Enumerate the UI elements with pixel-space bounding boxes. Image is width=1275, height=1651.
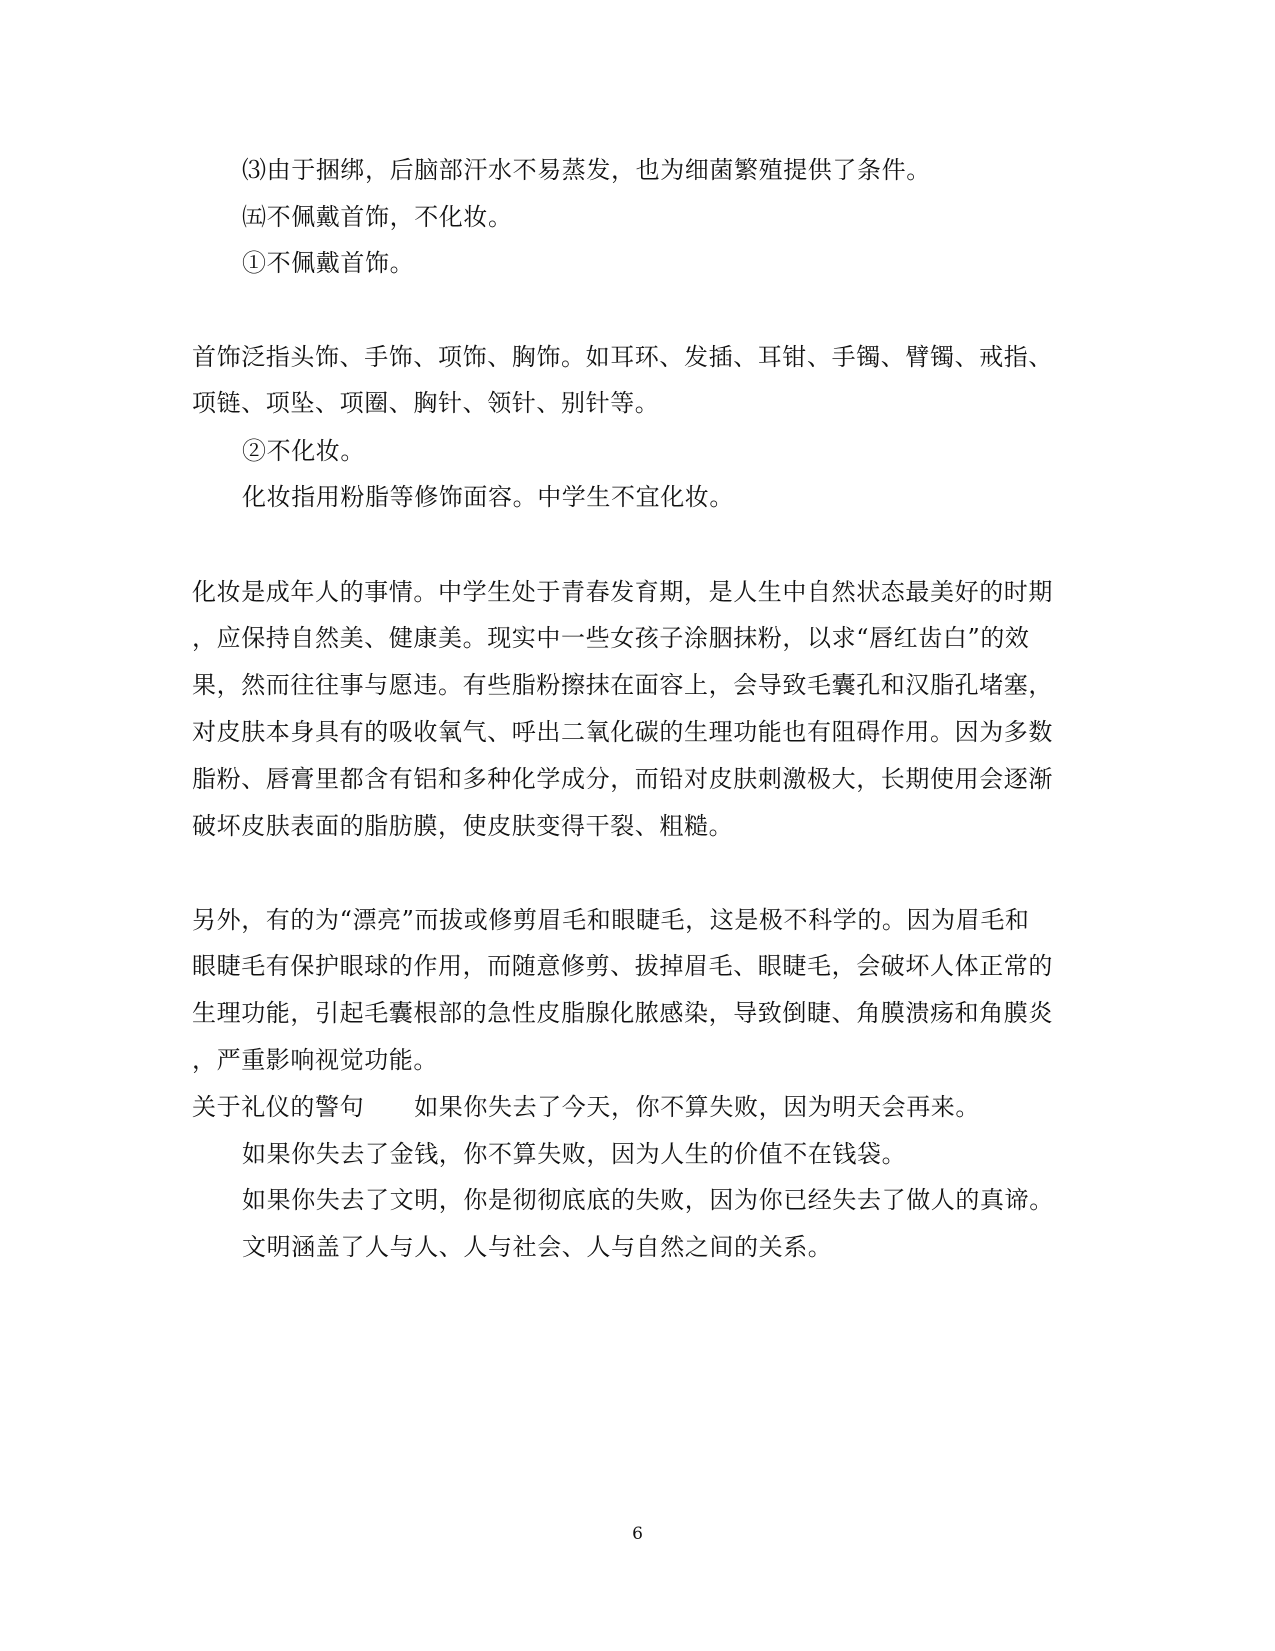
quote-line: 文明涵盖了人与人、人与社会、人与自然之间的关系。 <box>242 1233 833 1261</box>
quote-line: 如果你失去了文明，你是彻彻底底的失败，因为你已经失去了做人的真谛。 <box>242 1186 1054 1214</box>
paragraph-line: 眼睫毛有保护眼球的作用，而随意修剪、拔掉眉毛、眼睫毛，会破坏人体正常的 <box>192 952 1053 980</box>
paragraph-line: 化妆是成年人的事情。中学生处于青春发育期，是人生中自然状态最美好的时期 <box>192 578 1053 606</box>
subsection-heading: ①不佩戴首饰。 <box>242 249 415 277</box>
paragraph-line: ⑶由于捆绑，后脑部汗水不易蒸发，也为细菌繁殖提供了条件。 <box>242 156 931 184</box>
paragraph-line: 脂粉、唇膏里都含有铝和多种化学成分，而铅对皮肤刺激极大，长期使用会逐渐 <box>192 765 1053 793</box>
paragraph-line: 对皮肤本身具有的吸收氧气、呼出二氧化碳的生理功能也有阻碍作用。因为多数 <box>192 718 1053 746</box>
paragraph-line: 果，然而往往事与愿违。有些脂粉擦抹在面容上，会导致毛囊孔和汉脂孔堵塞， <box>192 671 1053 699</box>
quotes-heading: 关于礼仪的警句 <box>192 1093 365 1121</box>
subsection-heading: ②不化妆。 <box>242 437 365 465</box>
quotes-line <box>192 1093 980 1121</box>
paragraph-line: 生理功能，引起毛囊根部的急性皮脂腺化脓感染，导致倒睫、角膜溃疡和角膜炎 <box>192 999 1053 1027</box>
paragraph-line: ，应保持自然美、健康美。现实中一些女孩子涂胭抹粉，以求“唇红齿白”的效 <box>192 624 1030 652</box>
section-heading: ㈤不佩戴首饰，不化妆。 <box>242 203 513 231</box>
quote-line: 如果你失去了今天，你不算失败，因为明天会再来。 <box>414 1093 981 1121</box>
paragraph-line: 破坏皮肤表面的脂肪膜，使皮肤变得干裂、粗糙。 <box>192 812 734 840</box>
paragraph-line: 首饰泛指头饰、手饰、项饰、胸饰。如耳环、发插、耳钳、手镯、臂镯、戒指、 <box>192 343 1053 371</box>
page-number: 6 <box>632 1524 643 1544</box>
paragraph-line: 项链、项坠、项圈、胸针、领针、别针等。 <box>192 389 660 417</box>
paragraph-line: ，严重影响视觉功能。 <box>192 1046 438 1074</box>
paragraph-line: 化妆指用粉脂等修饰面容。中学生不宜化妆。 <box>242 483 734 511</box>
paragraph-line: 另外，有的为“漂亮”而拔或修剪眉毛和眼睫毛，这是极不科学的。因为眉毛和 <box>192 906 1030 934</box>
quote-line: 如果你失去了金钱，你不算失败，因为人生的价值不在钱袋。 <box>242 1140 907 1168</box>
